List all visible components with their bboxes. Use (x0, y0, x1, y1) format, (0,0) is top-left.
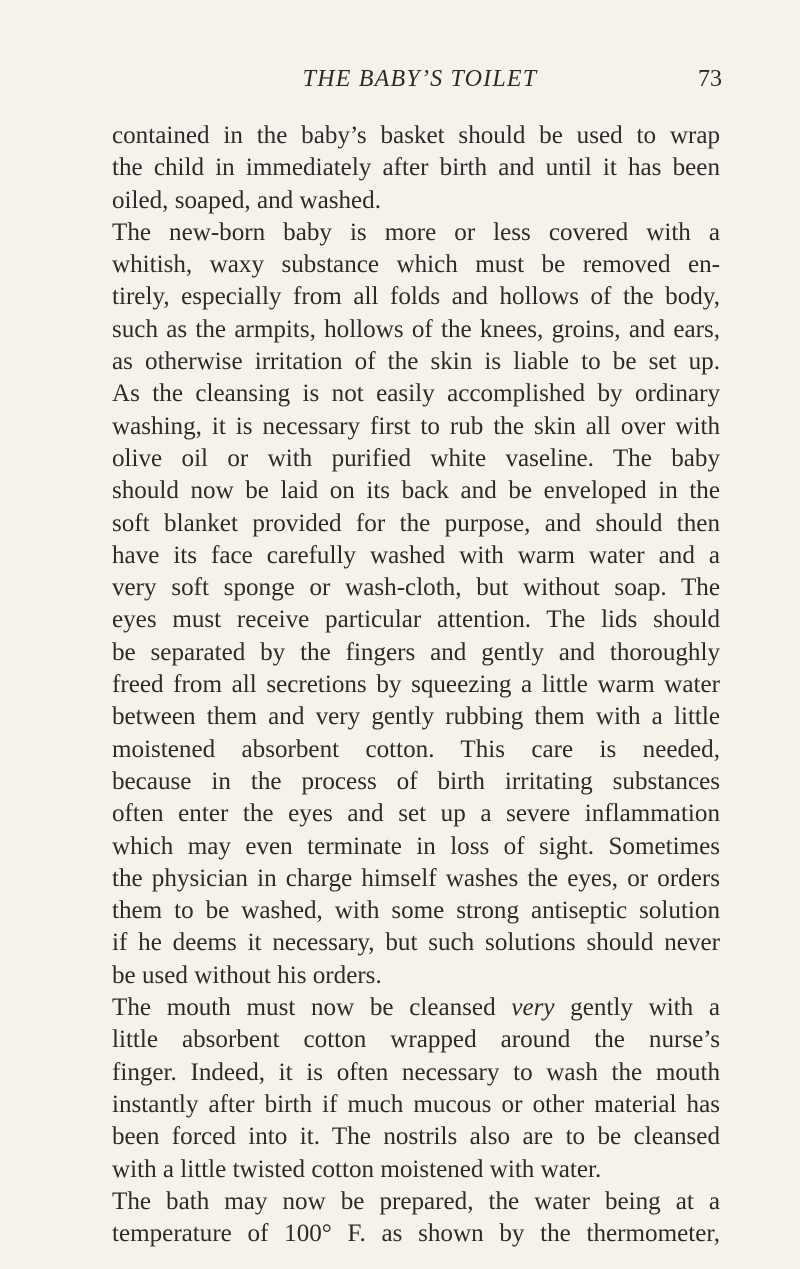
text-line: been forced into it. The nostrils also are to be cleansed (112, 1123, 720, 1151)
text-line: olive oil or with purified white vaseline. The baby (112, 444, 720, 472)
text-line: them to be washed, with some strong antiseptic solution (112, 897, 720, 925)
text-line: soft blanket provided for the purpose, and should then (112, 509, 720, 537)
text-line: washing, it is necessary first to rub the skin all over with (112, 412, 720, 440)
text-line: should now be laid on its back and be enveloped in the (112, 477, 720, 505)
running-title: THE BABY’S TOILET (302, 66, 538, 92)
text-line: the physician in charge himself washes the eyes, or orders (112, 864, 720, 892)
text-line: whitish, waxy substance which must be removed en- (112, 251, 720, 279)
text-line: which may even terminate in loss of sight. Sometimes (112, 832, 720, 860)
text-line: the child in immediately after birth and until it has been (112, 154, 720, 182)
text-line: The bath may now be prepared, the water being at a (112, 1187, 720, 1215)
text-line-with-emphasis (112, 992, 720, 1024)
emphasis-word: very (511, 994, 555, 1022)
text-line: have its face carefully washed with warm water and a (112, 541, 720, 569)
text-run: gently with a (554, 994, 721, 1022)
text-line: very soft sponge or wash-cloth, but without soap. The (112, 574, 720, 602)
text-line: temperature of 100° F. as shown by the thermometer, (112, 1220, 720, 1248)
paragraph-3 (112, 992, 720, 1186)
text-line: finger. Indeed, it is often necessary to wash the mouth (112, 1058, 720, 1086)
text-line: moistened absorbent cotton. This care is needed, (112, 735, 720, 763)
text-line: between them and very gently rubbing them with a little (112, 703, 720, 731)
text-line: contained in the baby’s basket should be used to wrap (112, 122, 720, 149)
body-text (112, 120, 720, 1250)
page-number: 73 (698, 66, 722, 92)
text-line: tirely, especially from all folds and hollows of the body, (112, 283, 720, 311)
text-line: because in the process of birth irritating substances (112, 767, 720, 795)
text-line: such as the armpits, hollows of the knees, groins, and ears, (112, 315, 720, 343)
text-line: little absorbent cotton wrapped around the nurse’s (112, 1026, 720, 1054)
text-line: eyes must receive particular attention. The lids should (112, 606, 720, 634)
text-line: The new-born baby is more or less covered with a (112, 218, 720, 246)
paragraph-4 (112, 1186, 720, 1251)
text-line: be separated by the fingers and gently and thoroughly (112, 638, 720, 666)
text-line: instantly after birth if much mucous or other material has (112, 1090, 720, 1118)
text-line: be used without his orders. (112, 961, 382, 989)
text-line: if he deems it necessary, but such solutions should never (112, 929, 720, 957)
text-line: As the cleansing is not easily accomplished by ordinary (112, 380, 720, 408)
paragraph-2 (112, 217, 720, 992)
paragraph-1 (112, 120, 720, 217)
text-line: often enter the eyes and set up a severe inflammation (112, 800, 720, 828)
text-line: with a little twisted cotton moistened with water. (112, 1155, 602, 1183)
text-line: oiled, soaped, and washed. (112, 186, 381, 214)
text-line: freed from all secretions by squeezing a little warm water (112, 671, 720, 699)
text-line: as otherwise irritation of the skin is liable to be set up. (112, 348, 720, 376)
running-head (120, 66, 720, 102)
text-run: The mouth must now be cleansed (112, 994, 512, 1022)
